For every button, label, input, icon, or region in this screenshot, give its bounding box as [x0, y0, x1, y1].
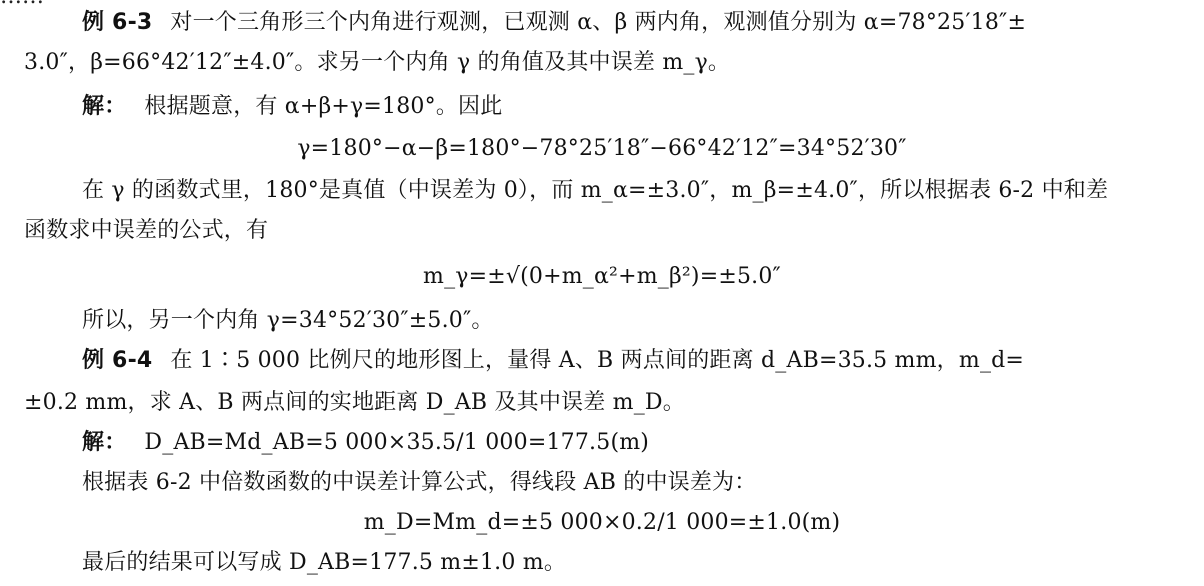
cut-off-top-line — [0, 0, 1204, 4]
example-6-3-result: 所以，另一个内角 γ=34°52′30″±5.0″。 — [82, 308, 494, 333]
example-6-3-text-line2: 3.0″，β=66°42′12″±4.0″。求另一个内角 γ 的角值及其中误差 m_γ。 — [24, 50, 731, 75]
example-6-3-text-line1: 对一个三角形三个内角进行观测，已观测 α、β 两内角，观测值分别为 α=78°25′18″± — [170, 10, 1027, 35]
example-6-4-solution-line — [82, 428, 649, 458]
example-6-3-explain-line1: 在 γ 的函数式里，180°是真值（中误差为 0），而 m_α=±3.0″，m_β=±4.0″，所以根据表 6-2 中和差 — [82, 178, 1109, 203]
example-6-4-formula: m_D=Mm_d=±5 000×0.2/1 000=±1.0(m) — [363, 510, 841, 535]
example-6-4-text-line1: 在 1∶5 000 比例尺的地形图上，量得 A、B 两点间的距离 d_AB=35.5 mm，m_d= — [170, 348, 1025, 373]
example-6-4-solution-text: D_AB=Md_AB=5 000×35.5/1 000=177.5(m) — [144, 430, 650, 455]
example-6-3-formula2: m_γ=±√(0+m_α²+m_β²)=±5.0″ — [423, 264, 781, 289]
example-6-4-explain-line1: 根据表 6-2 中倍数函数的中误差计算公式，得线段 AB 的中误差为： — [82, 470, 757, 495]
example-6-4-line1 — [82, 346, 1024, 376]
example-6-4-solution-label: 解： — [82, 430, 127, 455]
example-6-4-result: 最后的结果可以写成 D_AB=177.5 m±1.0 m。 — [82, 550, 567, 575]
example-6-3-formula1: γ=180°−α−β=180°−78°25′18″−66°42′12″=34°52′30″ — [297, 136, 907, 161]
example-6-3-solution-text: 根据题意，有 α+β+γ=180°。因此 — [144, 94, 503, 119]
example-6-3-solution-label: 解： — [82, 94, 127, 119]
example-6-3-explain-line2: 函数求中误差的公式，有 — [24, 218, 269, 243]
example-6-4-label: 例 6-4 — [82, 348, 153, 373]
example-6-3-solution-line — [82, 92, 502, 122]
example-6-4-text-line2: ±0.2 mm，求 A、B 两点间的实地距离 D_AB 及其中误差 m_D。 — [24, 390, 685, 415]
example-6-3-label: 例 6-3 — [82, 10, 153, 35]
example-6-3-line1 — [82, 8, 1026, 38]
